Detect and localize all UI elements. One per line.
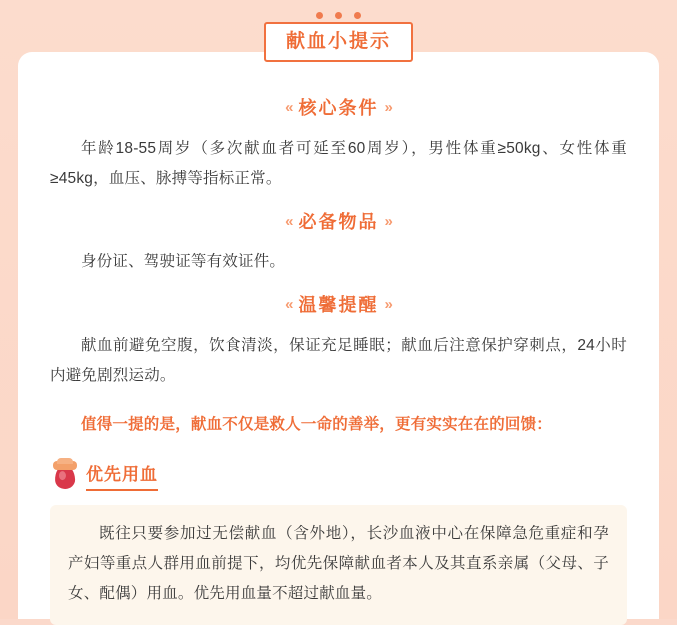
page-title: 献血小提示 [264, 22, 413, 62]
blood-drop-icon [52, 461, 78, 491]
heading-deco-left-icon: « [285, 296, 293, 314]
highlight-text: 值得一提的是，献血不仅是救人一命的善举，更有实实在在的回馈： [81, 415, 553, 433]
section-body-warm-reminder: 献血前避免空腹，饮食清淡，保证充足睡眠；献血后注意保护穿刺点，24小时内避免剧烈运动。 [50, 336, 627, 384]
page-title-wrap [0, 22, 677, 62]
decorative-dots [0, 12, 677, 19]
benefit-heading [52, 461, 627, 491]
section-heading-warm-reminder-label: 温馨提醒 [298, 295, 379, 316]
heading-deco-left-icon: « [285, 99, 293, 116]
benefit-title: 优先用血 [86, 463, 158, 491]
dot-2 [335, 12, 342, 19]
section-heading-core-conditions [50, 98, 627, 120]
section-body-required-items: 身份证、驾驶证等有效证件。 [81, 253, 286, 271]
heading-deco-right-icon: » [384, 99, 392, 116]
section-heading-warm-reminder [50, 295, 627, 317]
benefit-body: 既往只要参加过无偿献血（含外地），长沙血液中心在保障急危重症和孕产妇等重点人群用血前提下，均优先保障献血者本人及其直系亲属（父母、子女、配偶）用血。优先用血量不超过献血量。 [68, 524, 609, 602]
heading-deco-right-icon: » [384, 296, 392, 314]
content-card [18, 52, 659, 619]
section-body-core-conditions: 年龄18-55周岁（多次献血者可延至60周岁），男性体重≥50kg、女性体重≥45kg，血压、脉搏等指标正常。 [50, 139, 627, 187]
dot-3 [354, 12, 361, 19]
heading-deco-right-icon: » [384, 212, 392, 230]
section-heading-core-conditions-label: 核心条件 [298, 98, 379, 118]
section-heading-required-items [50, 212, 627, 234]
benefit-note-box [50, 505, 627, 625]
heading-deco-left-icon: « [285, 212, 293, 230]
dot-1 [316, 12, 323, 19]
section-heading-required-items-label: 必备物品 [298, 211, 379, 232]
blood-drop-cap-shape [53, 461, 77, 470]
